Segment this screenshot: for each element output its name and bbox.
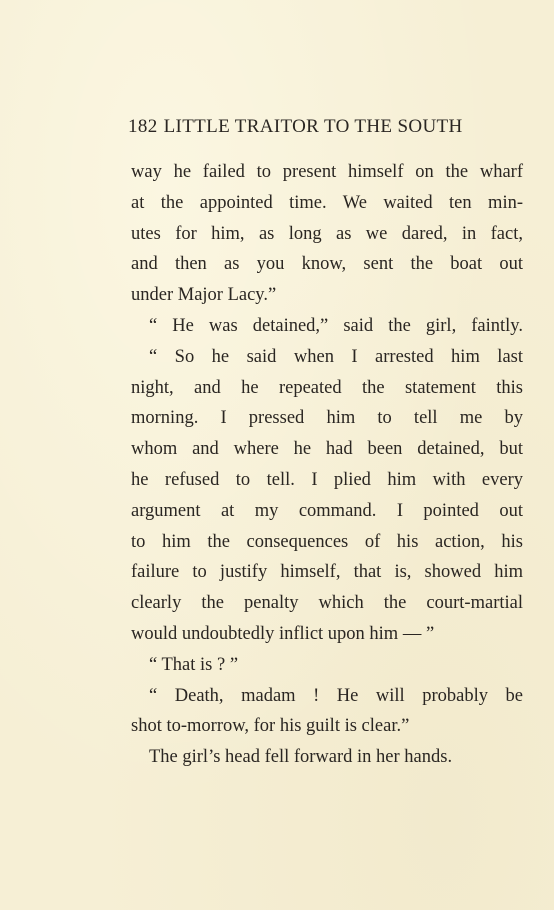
text-line: “ That is ? ” (149, 654, 239, 675)
text-line: “ He was detained,” said the girl, faintly. (149, 315, 523, 336)
text-line: utes for him, as long as we dared, in fact, (131, 223, 523, 244)
running-title: LITTLE TRAITOR TO THE SOUTH (163, 116, 463, 137)
text-line: way he failed to present himself on the wharf (131, 162, 523, 182)
text-line: he refused to tell. I plied him with every (131, 469, 523, 490)
text-line: at the appointed time. We waited ten min- (131, 192, 523, 213)
text-line: to him the consequences of his action, his (131, 531, 523, 552)
text-line: “ Death, madam ! He will probably be (149, 685, 523, 706)
running-header (128, 116, 520, 138)
text-line: failure to justify himself, that is, showed him (131, 562, 523, 583)
text-line: shot to-morrow, for his guilt is clear.” (131, 716, 410, 737)
text-line: morning. I pressed him to tell me by (131, 408, 523, 429)
text-line: argument at my command. I pointed out (131, 500, 523, 521)
text-line: and then as you know, sent the boat out (131, 254, 523, 275)
text-line: whom and where he had been detained, but (131, 439, 523, 460)
body-text (131, 157, 523, 773)
page-number: 182 (128, 116, 158, 137)
text-line: under Major Lacy.” (131, 285, 277, 306)
text-line: clearly the penalty which the court-martial (131, 593, 523, 614)
text-line: The girl’s head fell forward in her hands. (149, 747, 453, 768)
text-line: “ So he said when I arrested him last (149, 346, 523, 367)
text-line: night, and he repeated the statement this (131, 377, 523, 398)
text-line: would undoubtedly inflict upon him — ” (131, 623, 435, 644)
